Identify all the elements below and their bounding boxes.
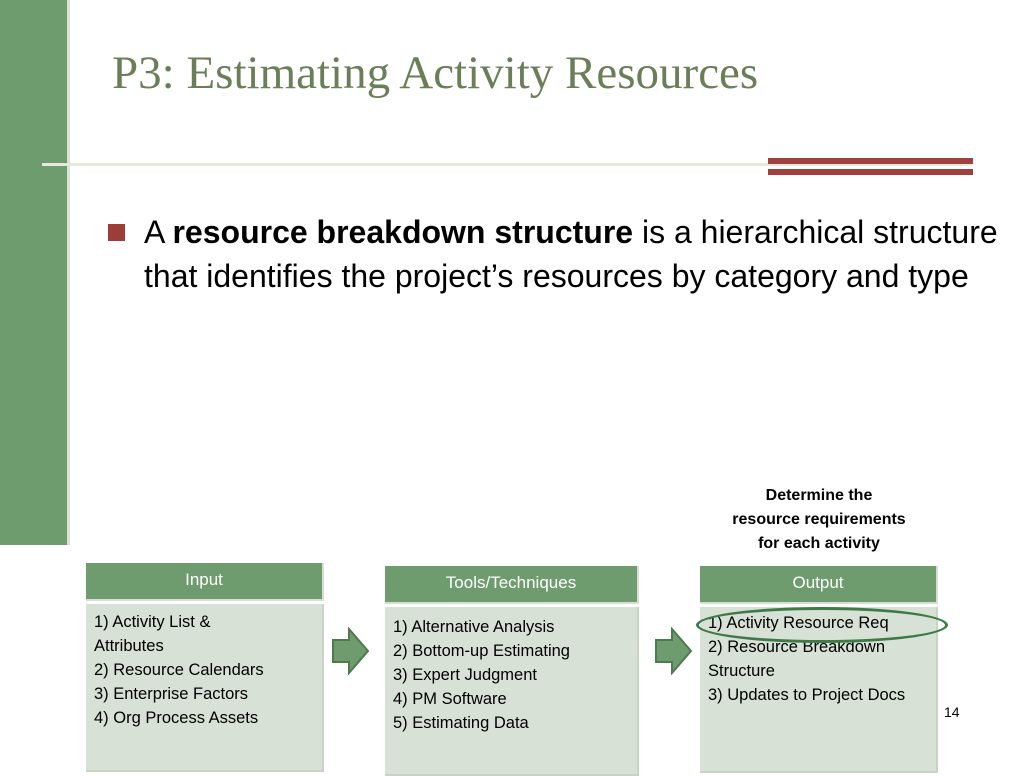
tools-list xyxy=(385,607,639,776)
bullet-emphasis: resource breakdown structure xyxy=(172,214,634,250)
output-column xyxy=(700,566,938,773)
input-column xyxy=(86,563,324,772)
bullet-prefix: A xyxy=(144,214,173,250)
accent-stripe xyxy=(768,169,973,175)
bullet-text xyxy=(144,210,998,298)
list-item: 1) Alternative Analysis xyxy=(393,618,555,636)
output-callout xyxy=(705,484,933,556)
list-item: 3) Enterprise Factors xyxy=(94,685,249,703)
list-item: 2) Resource Breakdown Structure xyxy=(708,638,886,680)
list-item: 4) PM Software xyxy=(393,690,507,708)
page-number: 14 xyxy=(944,704,960,720)
tools-header: Tools/Techniques xyxy=(385,566,639,604)
input-list xyxy=(86,604,324,772)
bullet-point xyxy=(108,210,998,298)
list-item: 3) Expert Judgment xyxy=(393,666,537,684)
bullet-suffix: is a hierarchical structure that identifies the project’s resources by category and type xyxy=(144,214,998,294)
right-arrow-icon xyxy=(655,627,693,675)
list-item: 5) Estimating Data xyxy=(393,714,529,732)
list-item: 3) Updates to Project Docs xyxy=(708,686,906,704)
tools-column xyxy=(385,566,639,776)
list-item: Attributes xyxy=(94,637,164,655)
callout-line: for each activity xyxy=(758,535,880,552)
square-bullet-icon xyxy=(108,224,125,241)
left-accent-bar xyxy=(0,0,70,545)
list-item: 1) Activity Resource Req xyxy=(708,614,889,632)
highlight-ellipse xyxy=(696,607,948,643)
slide-title: P3: Estimating Activity Resources xyxy=(112,47,759,99)
title-accent-stripes xyxy=(768,158,973,175)
accent-stripe xyxy=(768,158,973,164)
list-item: 2) Bottom-up Estimating xyxy=(393,642,570,660)
output-header: Output xyxy=(700,566,938,604)
list-item: 1) Activity List & xyxy=(94,613,211,631)
callout-line: resource requirements xyxy=(732,511,906,528)
input-header: Input xyxy=(86,563,324,601)
list-item: 4) Org Process Assets xyxy=(94,709,259,727)
right-arrow-icon xyxy=(332,627,370,675)
list-item: 2) Resource Calendars xyxy=(94,661,264,679)
callout-line: Determine the xyxy=(765,487,873,504)
